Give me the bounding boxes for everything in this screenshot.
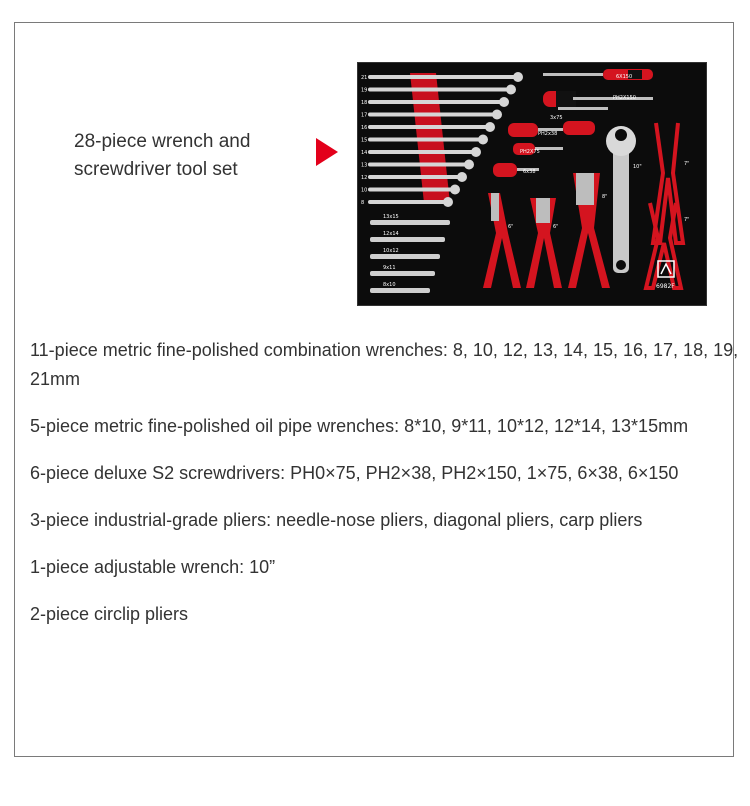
screwdriver-label: 6x38 xyxy=(523,169,536,175)
pointer-arrow-icon xyxy=(316,138,338,166)
pipe-wrench-label: 12x14 xyxy=(383,231,399,237)
wrench-ring xyxy=(457,172,467,182)
screwdriver-label: 6X150 xyxy=(616,74,633,80)
wrench-size-label: 8 xyxy=(361,200,365,206)
wrench-body xyxy=(368,100,504,104)
wrench-size-label: 18 xyxy=(361,100,368,106)
pipe-wrench-body xyxy=(370,237,445,242)
pipe-wrench-body xyxy=(370,288,430,293)
wrench-size-label: 21 xyxy=(361,75,368,81)
spec-item: 2-piece circlip pliers xyxy=(30,604,189,624)
pipe-wrench-label: 9x11 xyxy=(383,265,396,271)
wrench-body xyxy=(368,113,497,117)
wrench-body xyxy=(368,125,490,129)
pipe-wrenches xyxy=(370,214,450,293)
wrench-size-label: 10 xyxy=(361,187,368,194)
wrench-size-label: 16 xyxy=(361,125,368,131)
tool-set-photo xyxy=(357,62,707,306)
plier-size: 7" xyxy=(684,217,690,223)
spec-item: 6-piece deluxe S2 screwdrivers: PH0×75, PH2×38, PH2×150, 1×75, 6×38, 6×150 xyxy=(30,463,679,483)
wrench-body xyxy=(368,200,448,204)
screwdriver-label: PH2X75 xyxy=(520,149,540,155)
wrench-body xyxy=(368,150,476,154)
screwdriver-label: PH2x38 xyxy=(538,131,558,137)
plier-size: 7" xyxy=(684,161,690,167)
wrench-ring xyxy=(464,160,474,170)
wrench-size-label: 13 xyxy=(361,162,368,169)
wrench-body xyxy=(368,75,518,79)
wrench-ring xyxy=(471,147,481,157)
spec-item: 11-piece metric fine-polished combination wrenches: 8, 10, 12, 13, 14, 15, 16, 17, 18, 19, 21mm xyxy=(30,340,739,389)
wrench-size-label: 14 xyxy=(361,150,368,156)
spec-item: 5-piece metric fine-polished oil pipe wrenches: 8*10, 9*11, 10*12, 12*14, 13*15mm xyxy=(30,416,689,436)
wrench-ring xyxy=(506,85,516,95)
spec-item: 3-piece industrial-grade pliers: needle-nose pliers, diagonal pliers, carp pliers xyxy=(30,510,643,530)
model-number: 6982F xyxy=(656,283,675,290)
wrench-size-label: 12 xyxy=(361,175,368,181)
intro-text: 28-piece wrench and screwdriver tool set xyxy=(74,131,251,180)
spec-item: 1-piece adjustable wrench: 10” xyxy=(30,557,276,577)
wrench-ring xyxy=(443,197,453,207)
wrench-ring xyxy=(513,72,523,82)
screwdriver-label: PH2X150 xyxy=(613,95,636,101)
wrench-size-label: 15 xyxy=(361,137,368,144)
wrench-body xyxy=(368,163,469,167)
pipe-wrench-body xyxy=(370,271,435,276)
wrench-ring xyxy=(492,110,502,120)
wrench-body xyxy=(368,88,511,92)
wrench-ring xyxy=(478,135,488,145)
plier-size: 6" xyxy=(508,224,514,230)
wrench-size-label: 17 xyxy=(361,112,368,119)
pipe-wrench-label: 13x15 xyxy=(383,214,399,220)
wrench-body xyxy=(368,138,483,142)
wrench-body xyxy=(368,175,462,179)
wrench-body xyxy=(368,188,455,192)
wrench-ring xyxy=(485,122,495,132)
wrench-size-label: 19 xyxy=(361,87,368,94)
plier-size: 8" xyxy=(602,194,608,200)
adjustable-wrench xyxy=(606,126,642,273)
plier-size: 6" xyxy=(553,224,559,230)
plier-size: 10" xyxy=(633,164,642,170)
pipe-wrench-body xyxy=(370,220,450,225)
pipe-wrench-label: 10x12 xyxy=(383,248,399,254)
screwdriver-label: 3x75 xyxy=(550,115,563,121)
tool-set-illustration xyxy=(358,63,707,306)
pipe-wrench-label: 8x10 xyxy=(383,282,396,288)
pipe-wrench-body xyxy=(370,254,440,259)
wrench-ring xyxy=(499,97,509,107)
spec-list xyxy=(30,336,740,647)
wrench-ring xyxy=(450,185,460,195)
